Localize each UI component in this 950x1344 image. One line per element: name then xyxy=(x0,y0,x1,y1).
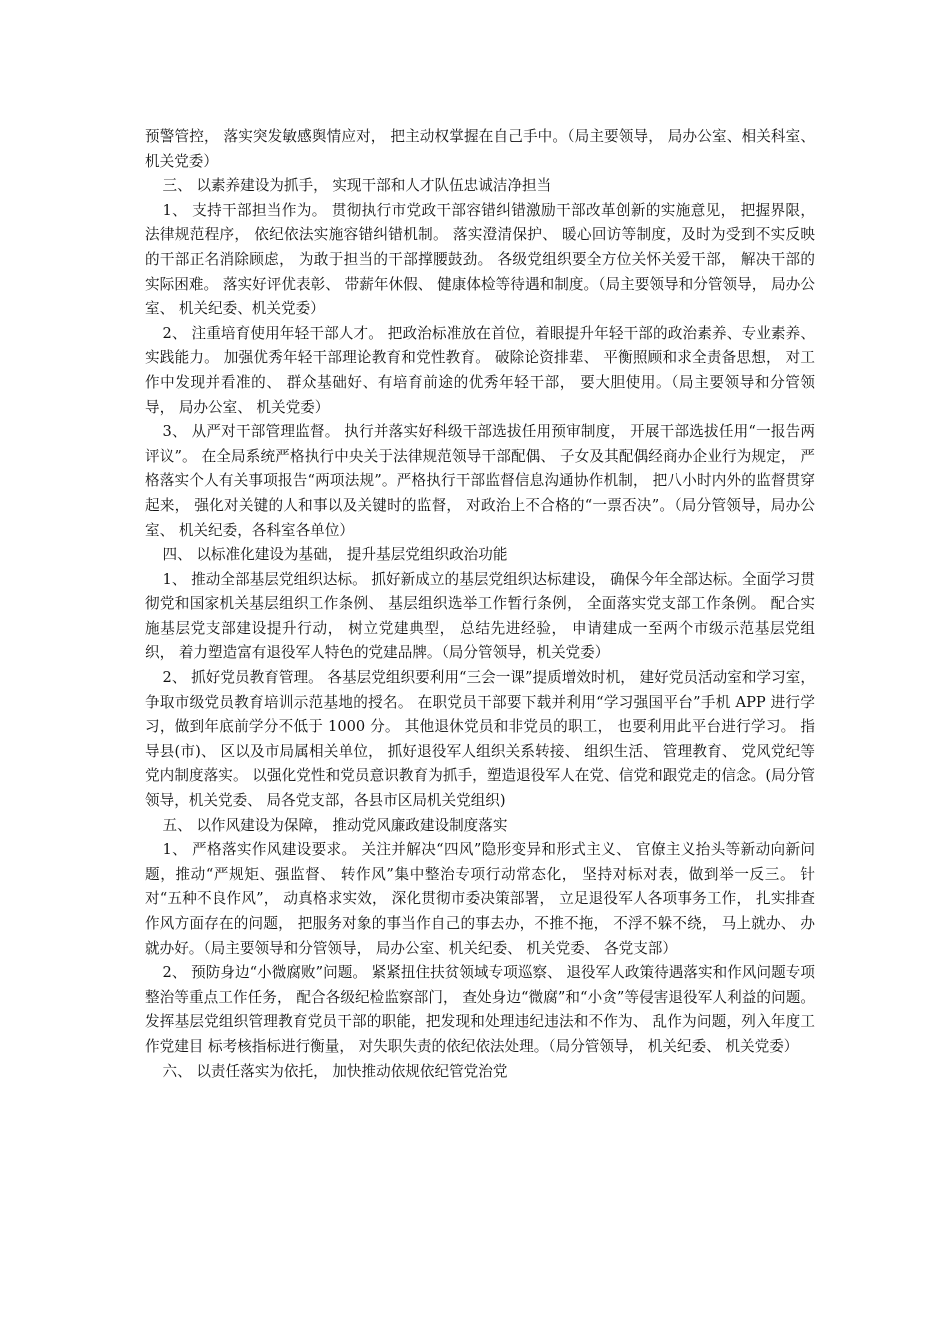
paragraph-5-1: 1、 严格落实作风建设要求。 关注并解决“四风”隐形变异和形式主义、 官僚主义抬头等新动向新问题，推动“严规矩、强监督、 转作风”集中整治专项行动常态化， 坚持对标对表，做到举一反三。 针对“五种不良作风”， 动真格求实效， 深化贯彻市委决策部署， 立足退役军人各项事务工作， 扎实排查作风方面存在的问题， 把服务对象的事当作自己的事去办，不推不拖， 不浮不躲不绕， 马上就办、 办就办好。（局主要领导和分管领导， 局办公室、机关纪委、 机关党委、 各党支部） xyxy=(145,841,815,957)
document-body xyxy=(145,125,815,1084)
section-heading-5: 五、 以作风建设为保障， 推动党风廉政建设制度落实 xyxy=(162,816,508,834)
paragraph-continuation: 预警管控， 落实突发敏感舆情应对， 把主动权掌握在自己手中。（局主要领导， 局办公室、相关科室、 机关党委） xyxy=(145,128,815,170)
paragraph-4-1: 1、 推动全部基层党组织达标。 抓好新成立的基层党组织达标建设， 确保今年全部达标。全面学习贯彻党和国家机关基层组织工作条例、 基层组织选举工作暂行条例， 全面落实党支部工作条例。 配合实施基层党支部建设提升行动， 树立党建典型， 总结先进经验， 申请建成一至两个市级示范基层党组织， 着力塑造富有退役军人特色的党建品牌。（局分管领导，机关党委） xyxy=(145,570,815,662)
section-heading-6: 六、 以责任落实为依托， 加快推动依规依纪管党治党 xyxy=(162,1062,508,1080)
paragraph-5-2: 2、 预防身边“小微腐败”问题。 紧紧扭住扶贫领域专项巡察、 退役军人政策待遇落实和作风问题专项整治等重点工作任务， 配合各级纪检监察部门， 查处身边“微腐”和“小贪”等侵害退役军人利益的问题。 发挥基层党组织管理教育党员干部的职能，把发现和处理违纪违法和不作为、 乱作为问题，列入年度工作党建目 标考核指标进行衡量， 对失职失责的依纪依法处理。（局分管领导， 机关纪委、 机关党委） xyxy=(145,964,815,1055)
paragraph-3-1: 1、 支持干部担当作为。 贯彻执行市党政干部容错纠错激励干部改革创新的实施意见， 把握界限， 法律规范程序， 依纪依法实施容错纠错机制。 落实澄清保护、 暖心回访等制度，及时为受到不实反映的干部正名消除顾虑， 为敢于担当的干部撑腰鼓劲。 各级党组织要全方位关怀关爱干部， 解决干部的实际困难。 落实好评优表彰、 带薪年休假、 健康体检等待遇和制度。（局主要领导和分管领导， 局办公室、 机关纪委、机关党委） xyxy=(145,201,815,318)
paragraph-4-2: 2、 抓好党员教育管理。 各基层党组织要利用“三会一课”提质增效时机， 建好党员活动室和学习室， 争取市级党员教育培训示范基地的授名。 在职党员干部要下载并利用“学习强国平台”手机 APP 进行学习，做到年底前学分不低于 1000 分。 其他退休党员和非党员的职工， 也要利用此平台进行学习。 指导县(市)、 区以及市局属相关单位， 抓好退役军人组织关系转接、 组织生活、 管理教育、 党风党纪等党内制度落实。 以强化党性和党员意识教育为抓手，塑造退役军人在党、信党和跟党走的信念。(局分管领导，机关党委、 局各党支部，各县市区局机关党组织) xyxy=(145,669,815,810)
section-heading-4: 四、 以标准化建设为基础， 提升基层党组织政治功能 xyxy=(162,546,508,564)
paragraph-3-2: 2、 注重培育使用年轻干部人才。 把政治标准放在首位，着眼提升年轻干部的政治素养、专业素养、 实践能力。 加强优秀年轻干部理论教育和党性教育。 破除论资排辈、 平衡照顾和求全责备思想， 对工作中发现并看准的、 群众基础好、有培育前途的优秀年轻干部， 要大胆使用。（局主要领导和分管领导， 局办公室、 机关党委） xyxy=(145,324,815,416)
paragraph-3-3: 3、 从严对干部管理监督。 执行并落实好科级干部选拔任用预审制度， 开展干部选拔任用“一报告两评议”。 在全局系统严格执行中央关于法律规范领导干部配偶、 子女及其配偶经商办企业行为规定， 严格落实个人有关事项报告“两项法规”。严格执行干部监督信息沟通协作机制， 把八小时内外的监督贯穿起来， 强化对关键的人和事以及关键时的监督， 对政治上不合格的“一票否决”。（局分管领导，局办公室、 机关纪委，各科室各单位） xyxy=(145,423,815,539)
section-heading-3: 三、 以素养建设为抓手， 实现干部和人才队伍忠诚洁净担当 xyxy=(162,177,552,195)
